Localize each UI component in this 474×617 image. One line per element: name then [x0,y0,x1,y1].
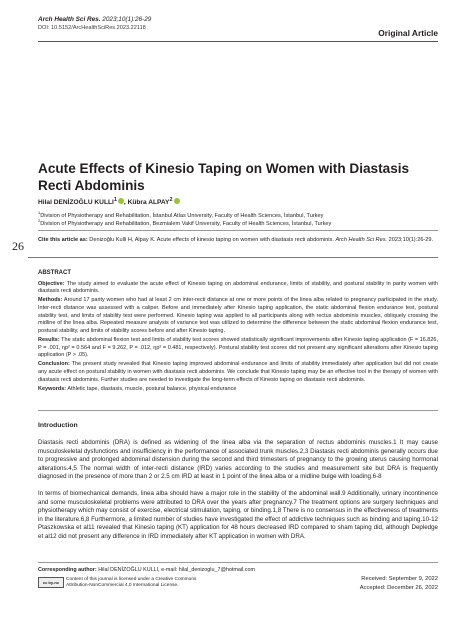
corr-text: Hilal DENİZOĞLU KULLI, e-mail: hilal_denizoglu_7@hotmail.com [96,567,255,573]
journal-citation-header [38,16,151,23]
abstract-methods [38,297,438,335]
cite-label: Cite this article as: [38,237,88,243]
abstract-label: Results: [38,336,60,343]
affiliation-text: Division of Physiotherapy and Rehabilitation, Bezmialem Vakif University, Faculty of Health Sciences, İstanbul, Turkey [40,220,332,227]
abstract-results [38,337,438,360]
abstract-conclusion [38,361,438,384]
corresponding-author [38,567,255,573]
accepted-date: Accepted: December 26, 2022 [359,585,438,591]
section-heading: Introduction [38,422,78,429]
cite-text: Denizoğlu Kulli H, Alpay K. Acute effects of kinesio taping on women with diastasis recti abdominis. [87,237,336,243]
affiliation-marker: 2 [38,218,41,223]
orcid-icon[interactable] [174,198,180,204]
cite-tail: 2023;10(1):26-29. [387,237,434,243]
paragraph: Diastasis recti abdominis (DRA) is defined as widening of the linea alba via the separation of rectus abdominis muscles.1 It may cause musculoskeletal dysfunctions and insufficiency in the performance of associated trunk muscles.2,3 Diastasis recti abdominis generally occurs due to progressive and prolonged abdominal distension during the second and third trimesters of pregnancy to the growing uterus causing hormonal alterations.4,5 The normal width of inter-recti distance (IRD) varies according to the studies and measurement site but DRA is frequently diagnosed in the presence of more than 2 or 2.5 cm IRD at least in 1 point of the linea alba or a midline bulge with loading.6-8 [38,439,438,481]
author-name: Kübra ALPAY [127,199,170,207]
affiliation-marker: 1 [38,210,41,215]
page-number: 26 [12,239,24,253]
license-line: Attribution-NonCommercial 4.0 International License. [66,583,179,589]
abstract-text: The static abdominal flexion test and limits of stability test scores showed statistically significant improvements after Kinesio taping application (F = 16.826, P = .001, ηp² = 0.564 and F = 9.262, P = .012, ηp² = 0.481, respectively). Postural stability test scores did not present any significant alterations after Kinesio taping application (P > .05). [38,336,438,359]
license-line: Content of this journal is licensed under a Creative Commons [66,577,197,582]
corr-label: Corresponding author: [38,567,97,573]
abstract-label: Conclusion: [38,361,70,368]
author-separator: , [123,199,128,207]
author-name: Hilal DENİZOĞLU KULLI [38,199,114,207]
divider [28,257,438,258]
affiliation [38,218,331,227]
author-affiliation-marker: 1 [113,197,117,203]
article-type-label: Original Article [378,28,438,38]
paragraph: In terms of biomechanical demands, linea alba should have a major role in the stability of the abdominal wall.9 Additionally, urinary incontinence and some musculoskeletal problems were attributed to DRA over the years after pregnancy.7 The treatment options are surgery techniques and physiotherapy which may consist of exercise, electrical stimulation, taping, or binding.1,8 There is no consensus in the effectiveness of treatments in the literature.6,8 Furthermore, a limited number of studies have investigated the effect of addictive techniques such as binding and taping.10-12 Ptaszkowska et al11 revealed that Kinesio taping (KT) application for 48 hours decreased IRD compared to sham taping did, although Depledge et al12 did not present any difference in IRD immediately after KT application in women with DRA. [38,489,438,540]
journal-volume: 2023;10(1):26-29 [100,16,152,23]
abstract-text: Around 17 parity women who had at least 2 cm inter-recti distance at one or more points of the linea alba related to pregnancy participated in the study. Inter-recti distance was assessed with a caliper. Before and immediately after Kinesio taping application, the static abdominal flexion endurance test, postural stability test, and limits of stability test were performed. Kinesio taping was applied to all participants along with rectus abdominis muscles, obliquely crossing the midline of the linea alba. Repeated measure analysis of variance test was utilized to determine the difference between the static abdominal flexion endurance test, postural stability, and limits of stability scores before and after Kinesio taping. [38,297,438,334]
author-affiliation-marker: 2 [169,197,173,203]
journal-name: Arch Health Sci Res. [38,16,101,23]
abstract-text: The present study revealed that Kinesio taping improved abdominal endurance and limits of stability immediately after application but did not create any acute effect on postural stability in women with diastasis recti abdominis. We conclude that Kinesio taping may be an effective tool in the therapy of women with diastasis recti abdominis. Further studies are needed to investigate the long-term effects of Kinesio taping on diastasis recti abdominis. [38,361,438,383]
license-text [66,577,206,589]
cite-journal: Arch Health Sci Res. [335,237,388,243]
header-rule [38,41,438,42]
divider [38,410,438,411]
abstract-section [38,270,438,395]
cite-as [38,237,433,243]
abstract-label: Keywords: [38,385,67,392]
footer-rule [38,562,438,563]
abstract-keywords [38,386,438,394]
abstract-heading: ABSTRACT [38,270,71,276]
abstract-text: Athletic tape, diastasis, muscle, postural balance, physical endurance [66,385,237,392]
divider [38,230,438,231]
doi-text[interactable]: DOI: 10.5152/ArcHealthSciRes.2023.22118 [38,25,146,31]
article-title: Acute Effects of Kinesio Taping on Women with Diastasis Recti Abdominis [38,161,410,193]
abstract-label: Methods: [38,297,63,304]
affiliation-text: Division of Physiotherapy and Rehabilitation, İstanbul Atlas University, Faculty of Health Sciences, İstanbul, Turkey [40,212,324,219]
abstract-objective [38,281,438,296]
abstract-label: Objective: [38,280,65,287]
received-date: Received: September 9, 2022 [361,576,438,582]
abstract-text: The study aimed to evaluate the acute effect of Kinesio taping on abdominal endurance, limits of stability, and postural stability in parity women with diastasis recti abdominis. [38,280,438,295]
body-text [38,439,438,550]
creative-commons-icon[interactable]: cc by-nc [38,577,64,588]
author-list [38,197,180,206]
